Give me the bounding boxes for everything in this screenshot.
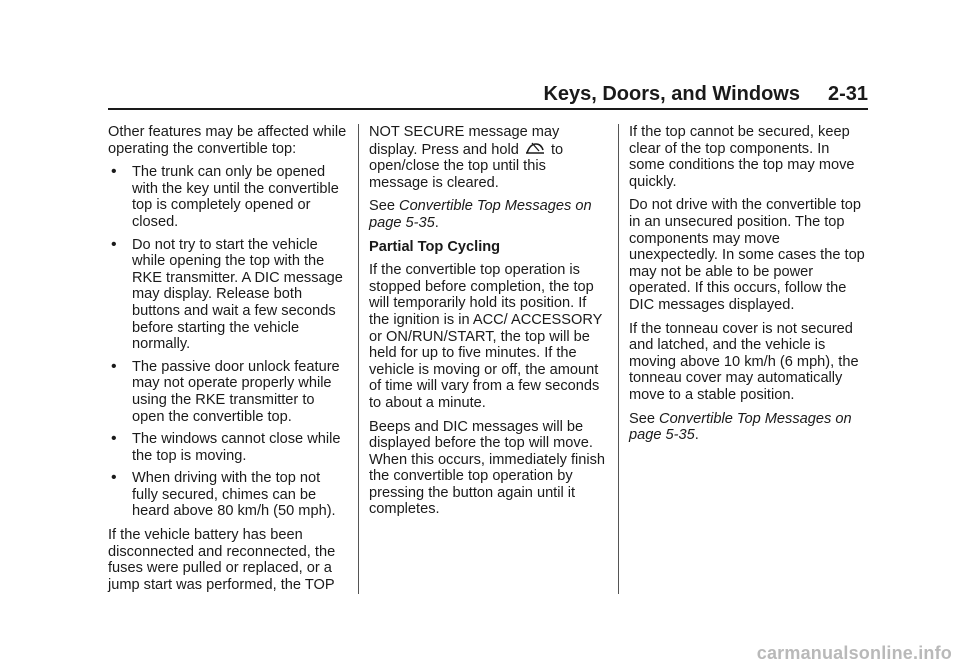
- list-item-text: Do not try to start the vehicle while opening the top with the RKE transmitter. A DIC message may display. Release both buttons and wait a few seconds before starting the vehicle normally.: [132, 236, 343, 353]
- list-item: [108, 237, 348, 353]
- see-suffix: .: [434, 214, 439, 231]
- column-3: [629, 124, 869, 451]
- list-item-text: The trunk can only be opened with the key until the convertible top is completely opened or closed.: [132, 164, 339, 230]
- cross-reference-link[interactable]: Convertible Top Messages on page 5-35: [369, 198, 592, 231]
- bullet-icon: •: [111, 163, 117, 181]
- list-item-text: When driving with the top not fully secured, chimes can be heard above 80 km/h (50 mph).: [132, 470, 336, 520]
- intro-paragraph: Other features may be affected while operating the convertible top:: [108, 124, 347, 157]
- bullet-icon: •: [111, 430, 117, 448]
- column-2: [369, 124, 607, 525]
- bullet-icon: •: [111, 469, 117, 487]
- list-item-text: The windows cannot close while the top is moving.: [132, 431, 341, 464]
- column-1: [108, 124, 348, 600]
- see-suffix: .: [694, 427, 699, 444]
- see-prefix: See: [369, 198, 395, 215]
- paragraph-text: NOT SECURE message may display. Press and hold: [369, 124, 560, 158]
- section-title: Keys, Doors, and Windows: [543, 83, 800, 105]
- bullet-icon: •: [111, 357, 117, 375]
- see-reference: [369, 198, 607, 231]
- cannot-secure-paragraph: If the top cannot be secured, keep clear of the top components. In some conditions the top may move quickly.: [629, 124, 855, 190]
- paragraph-text: to open/close the top until this message is cleared.: [369, 141, 564, 191]
- battery-paragraph: If the vehicle battery has been disconnected and reconnected, the fuses were pulled or replaced, or a jump start was performed, the TOP: [108, 527, 336, 593]
- list-item: [108, 359, 348, 425]
- list-item: [108, 431, 348, 464]
- list-item-text: The passive door unlock feature may not operate properly while using the RKE transmitter to open the convertible top.: [132, 358, 340, 425]
- column-divider: [358, 124, 359, 594]
- header-rule: [108, 108, 868, 110]
- beeps-paragraph: Beeps and DIC messages will be displayed before the top will move. When this occurs, immediately finish the convertible top operation by pressing the button again until it completes.: [369, 418, 606, 518]
- partial-cycling-paragraph: If the convertible top operation is stopped before completion, the top will temporarily hold its position. If the ignition is in ACC/ ACCESSORY or ON/RUN/START, the top will be held for up to five minutes. If the vehicle is moving or off, the amount of time will vary from a few seconds to about a minute.: [369, 262, 603, 411]
- list-item: [108, 164, 348, 230]
- see-prefix: See: [629, 410, 655, 427]
- page-number: 2-31: [827, 83, 868, 105]
- feature-list: [108, 164, 348, 520]
- page-header: [108, 80, 868, 108]
- column-divider: [618, 124, 619, 594]
- tonneau-paragraph: If the tonneau cover is not secured and latched, and the vehicle is moving above 10 km/h (6 mph), the tonneau cover may automatically move to a stable position.: [629, 320, 859, 403]
- cross-reference-link[interactable]: Convertible Top Messages on page 5-35: [629, 410, 852, 444]
- convertible-top-icon: [524, 141, 546, 155]
- unsecured-drive-paragraph: Do not drive with the convertible top in an unsecured position. The top components may move unexpectedly. In some cases the top may not be able to be power operated. If this occurs, follow the DIC messages displayed.: [629, 197, 865, 313]
- section-heading: Partial Top Cycling: [369, 238, 501, 255]
- see-reference: [629, 411, 869, 444]
- top-not-secure-paragraph: [369, 124, 607, 191]
- bullet-icon: •: [111, 235, 117, 253]
- list-item: [108, 470, 348, 520]
- watermark: carmanualsonline.info: [756, 643, 952, 663]
